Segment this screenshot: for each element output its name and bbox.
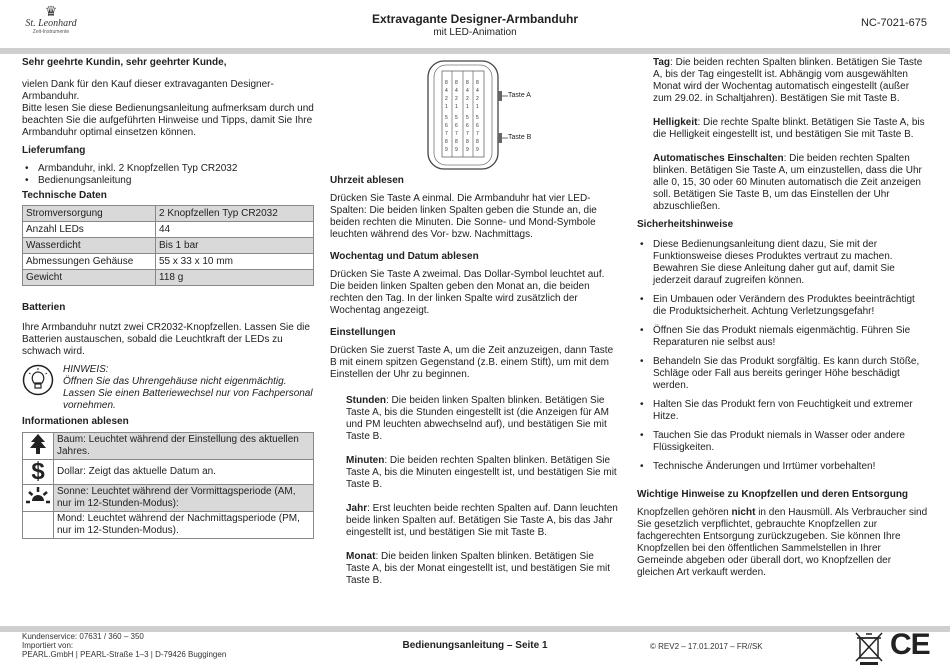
table-row <box>23 512 314 539</box>
step-text: : Die beiden rechten Spalten blinken. Betätigen Sie Taste A, bis der Tag eingestellt ist. Abhängig vom ausgewählten Monat wird der Wochentag automatisch eingestellt (außer zum 29.02. in Schaltjahren). Bestätigen Sie mit Taste B. <box>653 57 923 104</box>
svg-text:7: 7 <box>466 131 469 137</box>
table-cell: Baum: Leuchtet während der Einstellung des aktuellen Jahres. <box>54 433 314 460</box>
disposal-text-post: in den Hausmüll. Als Verbraucher sind Sie gesetzlich verpflichtet, gebrauchte Knopfzellen zur fachgerechten Entsorgung zurückzugeben. Sie können Ihre Knopfzellen bei den öffentlichen Sammelstellen in Ihrer Gemeinde abgeben oder überall dort, wo Knopfzellen der gleichen Art verkauft werden. <box>637 507 928 578</box>
table-row <box>23 460 314 485</box>
customer-service: Kundenservice: 07631 / 360 – 350 <box>22 632 144 641</box>
svg-text:5: 5 <box>466 115 469 121</box>
svg-text:2: 2 <box>466 96 469 102</box>
step-text: : Erst leuchten beide rechten Spalten auf. Dann leuchten beide linken Spalten auf. Betätigen Sie Taste A, bis das Jahr eingestellt ist, und bestätigen Sie mit Taste B. <box>346 503 618 538</box>
dollar-icon: $ <box>23 460 54 485</box>
revision-info: © REV2 – 17.01.2017 – FR//SK <box>650 642 763 651</box>
svg-text:9: 9 <box>466 147 469 153</box>
step-term: Jahr <box>346 503 368 514</box>
svg-text:2: 2 <box>455 96 458 102</box>
svg-text:8: 8 <box>476 139 479 145</box>
moon-icon <box>23 512 54 539</box>
table-row <box>23 254 314 270</box>
table-cell: Mond: Leuchtet während der Nachmittagsperiode (PM, nur im 12-Stunden-Modus). <box>54 512 314 539</box>
step-term: Automatisches Einschalten <box>653 153 784 164</box>
table-cell: Anzahl LEDs <box>23 222 156 238</box>
importer-address: PEARL.GmbH | PEARL-Straße 1–3 | D-79426 Buggingen <box>22 650 227 659</box>
svg-text:5: 5 <box>476 115 479 121</box>
tech-heading: Technische Daten <box>22 190 107 201</box>
settings-text: Drücken Sie zuerst Taste A, um die Zeit anzuzeigen, dann Taste B mit einem spitzen Gegenstand (z.B. einem Stift), um mit dem Einstellen der Uhr zu beginnen. <box>330 345 614 380</box>
svg-text:8: 8 <box>445 139 448 145</box>
list-item: • Halten Sie das Produkt fern von Feuchtigkeit und extremer Hitze. <box>637 399 929 423</box>
svg-text:6: 6 <box>466 123 469 129</box>
header-divider <box>0 48 950 54</box>
table-cell: 44 <box>156 222 314 238</box>
logo-subtitle: Zeit-Instrumente <box>32 29 70 35</box>
list-item: • Öffnen Sie das Produkt niemals eigenmächtig. Führen Sie Reparaturen nie selbst aus! <box>637 325 929 349</box>
table-row <box>23 270 314 286</box>
ce-mark-icon: CE <box>890 628 930 661</box>
svg-text:7: 7 <box>445 131 448 137</box>
date-text: Drücken Sie Taste A zweimal. Das Dollar-Symbol leuchtet auf. Die beiden linken Spalten geben den Monat an, die beiden rechten den Tag. In der linken Spalte wird zusätzlich der Wochentag angezeigt. <box>330 269 605 316</box>
tech-table <box>22 205 314 286</box>
table-row <box>23 222 314 238</box>
table-cell: Gewicht <box>23 270 156 286</box>
table-cell: 2 Knopfzellen Typ CR2032 <box>156 206 314 222</box>
svg-text:1: 1 <box>466 104 469 110</box>
step-text: : Die beiden linken Spalten blinken. Betätigen Sie Taste A, bis die Stunden eingestellt ist (die Anzeigen für AM und PM leuchten abwechselnd auf), und bestätigen Sie mit Taste B. <box>346 395 609 442</box>
time-heading: Uhrzeit ablesen <box>330 175 404 186</box>
table-cell: Sonne: Leuchtet während der Vormittagsperiode (AM, nur im 12-Stunden-Modus): <box>54 485 314 512</box>
svg-text:8: 8 <box>445 80 448 86</box>
scope-heading: Lieferumfang <box>22 145 86 156</box>
step-day <box>637 57 929 105</box>
list-item: • Diese Bedienungsanleitung dient dazu, Sie mit der Funktionsweise dieses Produktes vertraut zu machen. Bewahren Sie diese Anleitung daher gut auf, damit Sie jederzeit darauf zugreifen können. <box>637 239 929 287</box>
logo-name: St. Leonhard <box>25 18 77 29</box>
intro-paragraph-2: Bitte lesen Sie diese Bedienungsanleitung aufmerksam durch und beachten Sie die aufgeführten Hinweise und Tipps, damit Sie Ihre Armbanduhr optimal einsetzen können. <box>22 103 314 138</box>
table-row <box>23 433 314 460</box>
step-text: : Die rechte Spalte blinkt. Betätigen Sie Taste A, bis die Helligkeit eingestellt ist, und bestätigen Sie mit Taste B. <box>653 117 925 140</box>
svg-text:5: 5 <box>445 115 448 121</box>
table-cell: Wasserdicht <box>23 238 156 254</box>
table-cell: Bis 1 bar <box>156 238 314 254</box>
page-header <box>0 0 950 50</box>
document-title: Extravagante Designer-Armbanduhr <box>371 12 579 26</box>
step-month <box>330 551 620 587</box>
safety-heading: Sicherheitshinweise <box>637 219 734 230</box>
step-term: Tag <box>653 57 671 68</box>
product-code: NC-7021-675 <box>860 17 927 29</box>
lightbulb-icon <box>22 364 54 396</box>
info-table <box>22 432 314 539</box>
step-text: : Die beiden linken Spalten blinken. Betätigen Sie Taste A, bis der Monat eingestellt ist, und bestätigen Sie mit Taste B. <box>346 551 611 586</box>
table-row <box>23 206 314 222</box>
column-right <box>637 57 929 579</box>
svg-text:4: 4 <box>445 88 448 94</box>
table-cell: Abmessungen Gehäuse <box>23 254 156 270</box>
watch-illustration <box>330 57 620 175</box>
brand-logo <box>22 4 80 44</box>
step-text: : Die beiden rechten Spalten blinken. Betätigen Sie Taste A, um einzustellen, dass die Uhr alle 0, 15, 30 oder 60 Minuten automatisch die Zeit anzeigen soll. Betätigen Sie Taste B, um das Einstellen der Uhr abzuschließen. <box>653 153 922 212</box>
svg-text:2: 2 <box>476 96 479 102</box>
disposal-text <box>637 507 929 579</box>
table-row <box>23 238 314 254</box>
importer-label: Importiert von: <box>22 641 74 650</box>
svg-text:1: 1 <box>455 104 458 110</box>
table-row <box>23 485 314 512</box>
watch-drawing <box>330 57 590 175</box>
step-minutes <box>330 455 620 491</box>
table-cell: 118 g <box>156 270 314 286</box>
step-term: Monat <box>346 551 376 562</box>
svg-text:6: 6 <box>455 123 458 129</box>
page-label: Bedienungsanleitung – Seite 1 <box>402 640 548 651</box>
list-item: • Behandeln Sie das Produkt sorgfältig. Es kann durch Stöße, Schläge oder Fall aus bereits geringer Höhe beschädigt werden. <box>637 356 929 392</box>
sun-icon <box>23 485 54 512</box>
list-item: • Bedienungsanleitung <box>22 175 314 187</box>
step-brightness <box>637 117 929 141</box>
list-item: • Tauchen Sie das Produkt niemals in Wasser oder andere Flüssigkeiten. <box>637 430 929 454</box>
intro-paragraph-1: vielen Dank für den Kauf dieser extravaganten Designer-Armbanduhr. <box>22 79 274 102</box>
battery-text: Ihre Armbanduhr nutzt zwei CR2032-Knopfzellen. Lassen Sie die Batterien austauschen, sobald die Leuchtkraft der LEDs zu schwach wird. <box>22 322 310 357</box>
hint-label: HINWEIS: <box>63 364 109 375</box>
svg-text:9: 9 <box>476 147 479 153</box>
svg-text:8: 8 <box>476 80 479 86</box>
column-middle <box>330 57 620 587</box>
svg-text:7: 7 <box>476 131 479 137</box>
list-item: • Armbanduhr, inkl. 2 Knopfzellen Typ CR2032 <box>22 163 314 175</box>
svg-text:2: 2 <box>445 96 448 102</box>
svg-text:1: 1 <box>445 104 448 110</box>
column-left <box>22 57 314 539</box>
disposal-text-pre: Knopfzellen gehören <box>637 507 732 518</box>
svg-text:5: 5 <box>455 115 458 121</box>
disposal-heading: Wichtige Hinweise zu Knopfzellen und deren Entsorgung <box>637 489 909 500</box>
svg-text:8: 8 <box>466 139 469 145</box>
svg-text:9: 9 <box>445 147 448 153</box>
step-term: Helligkeit <box>653 117 698 128</box>
svg-text:1: 1 <box>476 104 479 110</box>
svg-text:8: 8 <box>455 80 458 86</box>
tree-icon <box>23 433 54 460</box>
table-cell: 55 x 33 x 10 mm <box>156 254 314 270</box>
step-auto-on <box>637 153 929 213</box>
button-b-label: Taste B <box>508 134 532 141</box>
footer-contact <box>22 632 226 659</box>
button-a-label: Taste A <box>508 92 531 99</box>
hint-text: Öffnen Sie das Uhrengehäuse nicht eigenmächtig. Lassen Sie einen Batteriewechsel nur von Fachpersonal vornehmen. <box>63 376 313 411</box>
disposal-text-emphasis: nicht <box>731 507 756 518</box>
svg-text:9: 9 <box>455 147 458 153</box>
svg-text:7: 7 <box>455 131 458 137</box>
date-heading: Wochentag und Datum ablesen <box>330 251 479 262</box>
table-cell: Stromversorgung <box>23 206 156 222</box>
document-subtitle: mit LED-Animation <box>433 27 517 38</box>
footer-icons <box>852 630 932 666</box>
greeting: Sehr geehrte Kundin, sehr geehrter Kunde, <box>22 57 227 68</box>
step-hours <box>330 395 620 443</box>
list-item: • Ein Umbauen oder Verändern des Produktes beeinträchtigt die Produktsicherheit. Achtung Verletzungsgefahr! <box>637 294 929 318</box>
hint-box <box>22 364 314 412</box>
crown-icon: ♛ <box>44 3 58 19</box>
svg-text:4: 4 <box>455 88 458 94</box>
time-text: Drücken Sie Taste A einmal. Die Armbanduhr hat vier LED-Spalten: Die beiden linken Spalten geben die Stunde an, die beiden rechten die Minuten. Die Sonne- und Mond-Symbole leuchten während des Vor- bzw. Nachmittags. <box>330 193 597 240</box>
settings-heading: Einstellungen <box>330 327 396 338</box>
svg-text:4: 4 <box>476 88 479 94</box>
battery-heading: Batterien <box>22 302 66 313</box>
svg-text:6: 6 <box>476 123 479 129</box>
table-cell: Dollar: Zeigt das aktuelle Datum an. <box>54 460 314 485</box>
scope-list <box>22 163 314 187</box>
info-heading: Informationen ablesen <box>22 416 129 427</box>
svg-text:8: 8 <box>455 139 458 145</box>
safety-list <box>637 239 929 473</box>
list-item: • Technische Änderungen und Irrtümer vorbehalten! <box>637 461 929 473</box>
weee-bin-icon <box>852 630 886 666</box>
svg-text:8: 8 <box>466 80 469 86</box>
step-text: : Die beiden rechten Spalten blinken. Betätigen Sie Taste A, bis die Minuten eingestellt ist, und bestätigen Sie mit Taste B. <box>346 455 617 490</box>
svg-text:4: 4 <box>466 88 469 94</box>
step-year <box>330 503 620 539</box>
step-term: Stunden <box>346 395 386 406</box>
svg-text:6: 6 <box>445 123 448 129</box>
step-term: Minuten <box>346 455 385 466</box>
